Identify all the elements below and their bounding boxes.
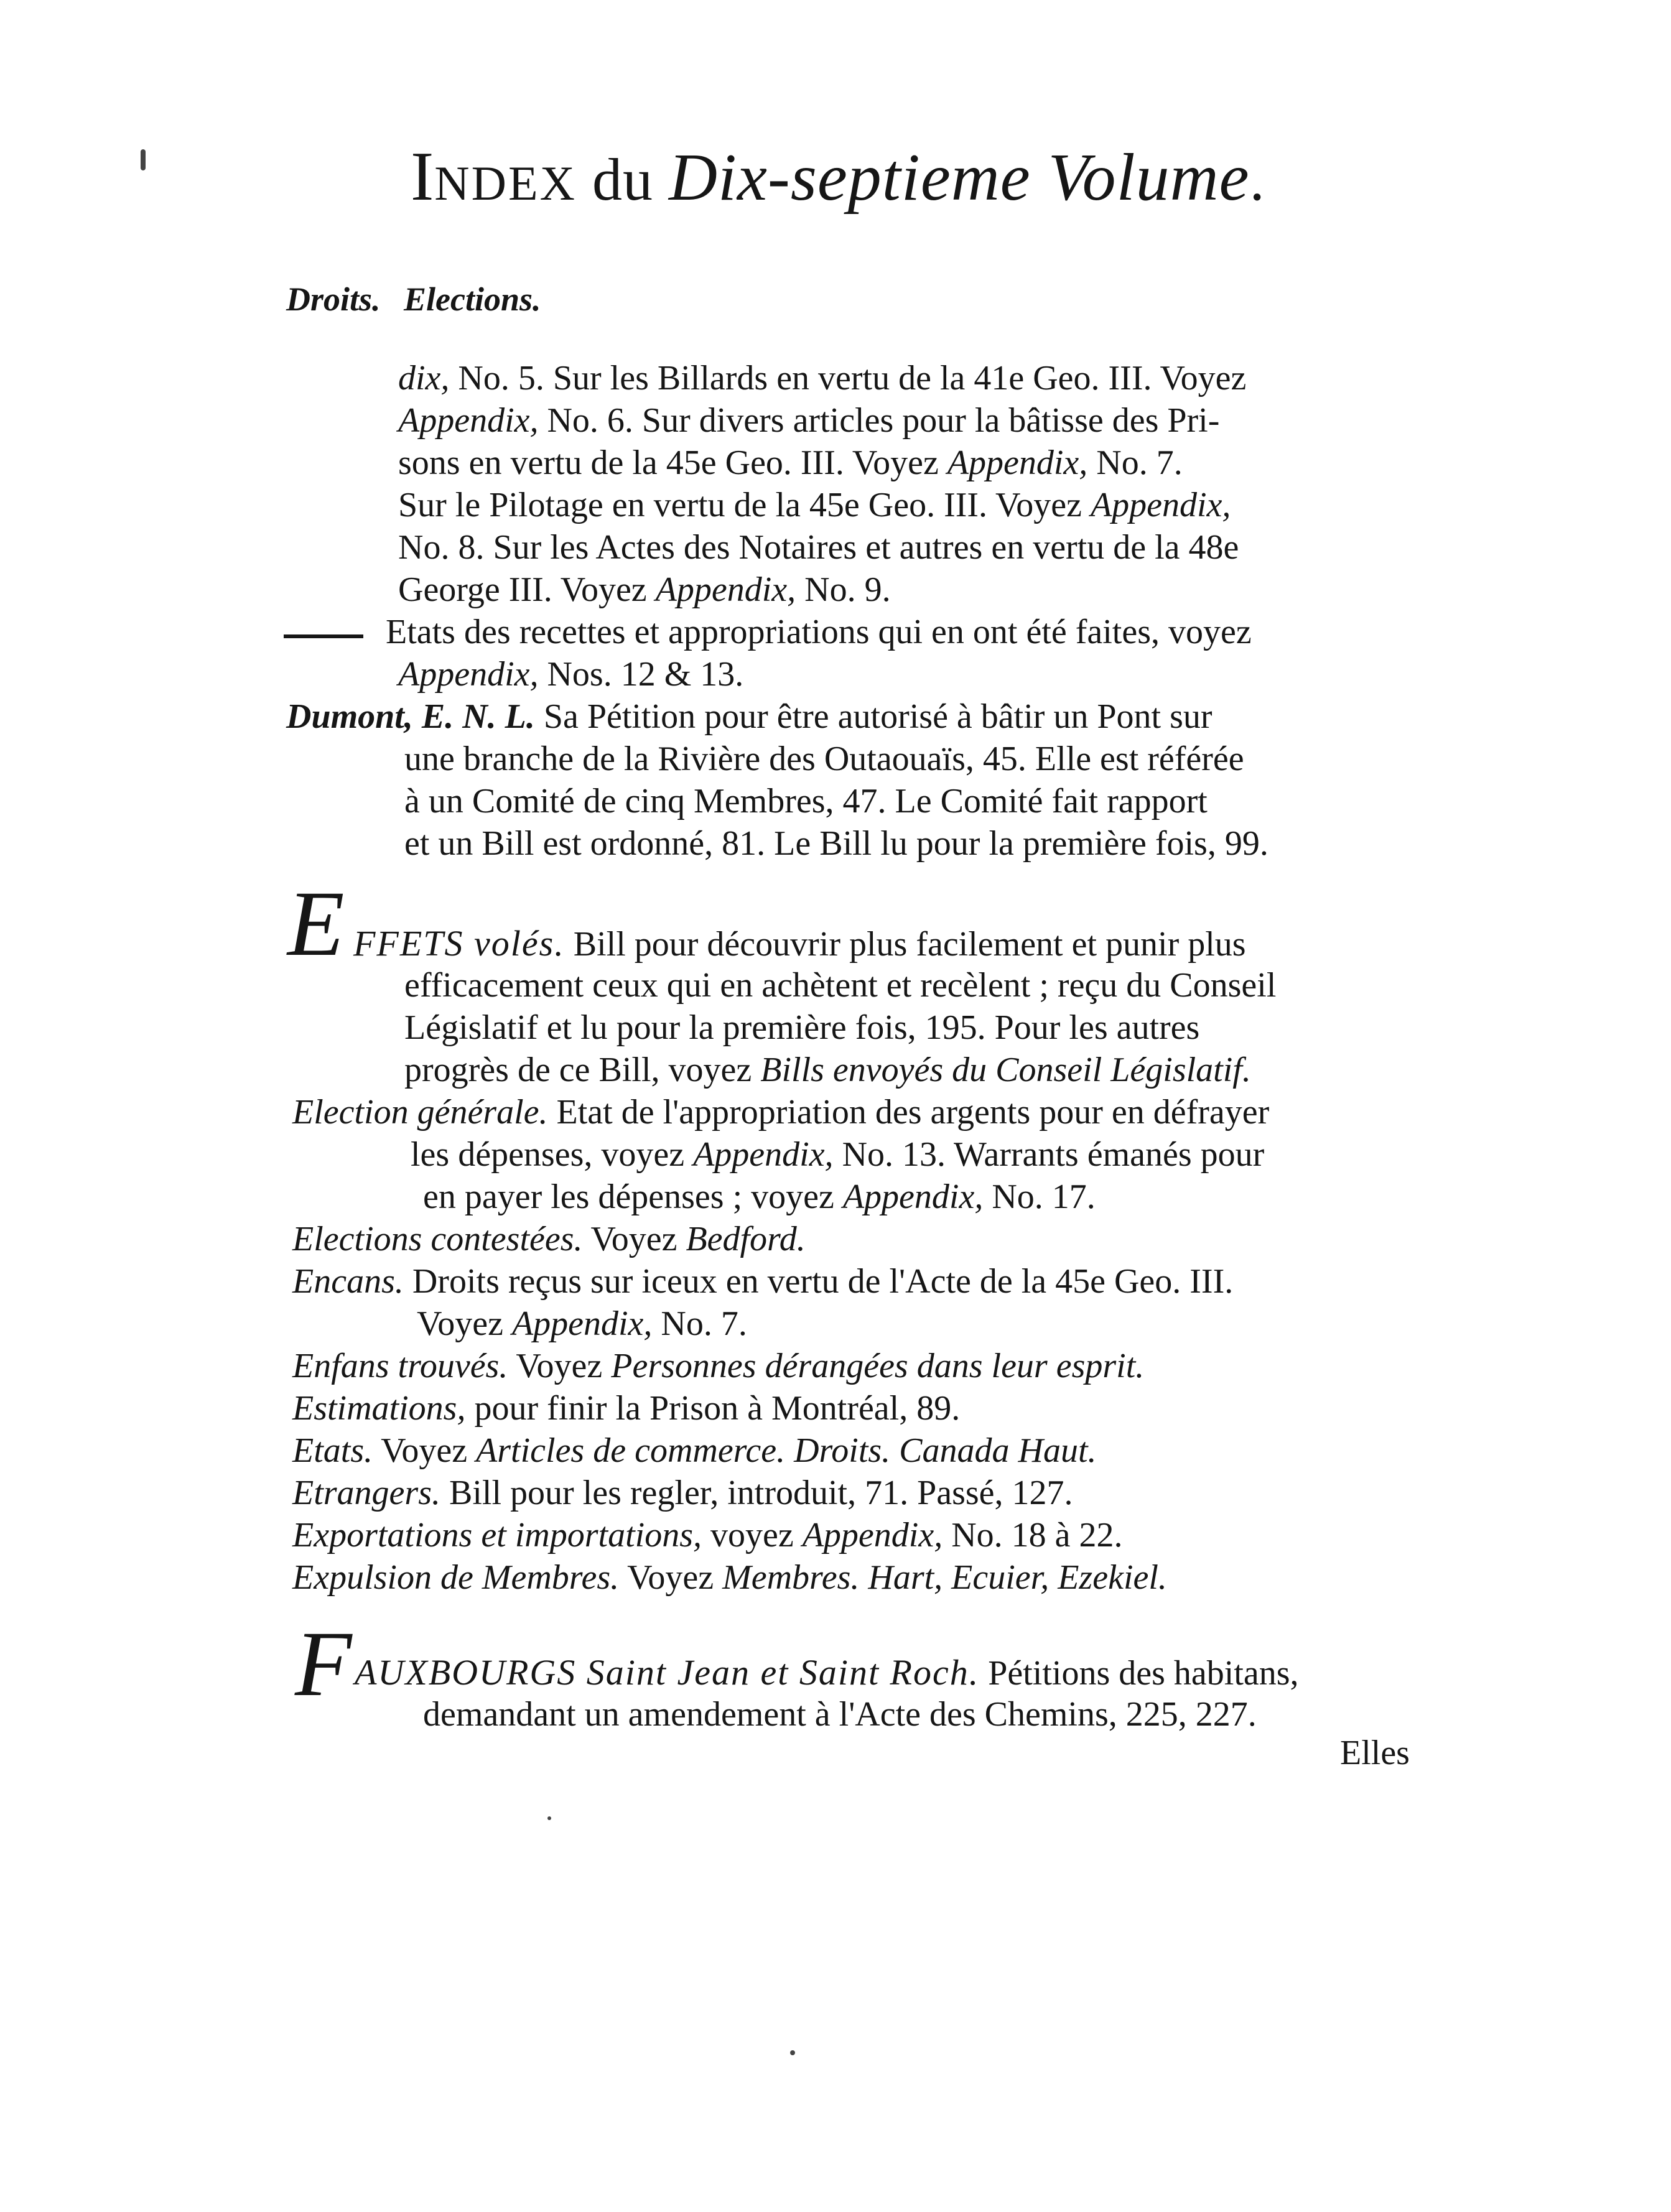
entry-7-ital: Exportations et importations,	[292, 1516, 702, 1554]
entry-7-text: voyez	[702, 1516, 803, 1554]
droits-line-3-text: sons en vertu de la 45e Geo. III. Voyez	[398, 444, 947, 482]
droits-line-4-text: Sur le Pilotage en vertu de la 45e Geo. III. Voyez	[398, 486, 1091, 524]
droits-line-2-text: No. 6. Sur divers articles pour la bâtisse des Pri-	[538, 401, 1220, 440]
entry-1-text: Droits reçus sur iceux en vertu de l'Acte de la 45e Geo. III.	[403, 1262, 1234, 1301]
droits-line-4-ital: Appendix,	[1090, 486, 1231, 524]
election-line-2	[411, 1137, 1264, 1172]
dumont-line-4: et un Bill est ordonné, 81. Le Bill lu pour la première fois, 99.	[404, 824, 1268, 863]
title-volume: Dix-septieme Volume	[668, 141, 1250, 215]
effets-line-4	[404, 1053, 1251, 1087]
entry-5-ital2: Articles de commerce. Droits. Canada Haut.	[476, 1431, 1097, 1470]
entry-0-ital: Elections contestées.	[292, 1220, 583, 1258]
droits-line-6-ital: Appendix,	[655, 570, 796, 609]
running-headline: Droits. Elections.	[286, 281, 541, 318]
effets-line-1	[353, 923, 1246, 964]
entry-5-text: Voyez	[373, 1431, 477, 1470]
etats-line-2-text: Nos. 12 & 13.	[538, 655, 744, 694]
entry-0-ital2: Bedford.	[686, 1220, 806, 1258]
entry-5-ital: Etats.	[292, 1431, 373, 1470]
faux-line-1	[355, 1652, 1299, 1693]
entry-elections-contestees	[292, 1222, 806, 1257]
entry-3-text: Voyez	[508, 1347, 612, 1385]
droits-line-3-ital: Appendix,	[947, 444, 1088, 482]
etats-line-2-ital: Appendix,	[398, 655, 539, 694]
droits-line-2	[398, 403, 1219, 438]
entry-4-ital: Estimations,	[292, 1389, 466, 1428]
election-text-3a: en payer les dépenses ; voyez	[423, 1178, 843, 1216]
entry-2-text: Voyez	[417, 1304, 512, 1343]
droits-line-1-ital: dix,	[398, 359, 450, 397]
entry-enfans-trouves	[292, 1349, 1144, 1383]
effets-line-3: Législatif et lu pour la première fois, 195. Pour les autres	[404, 1008, 1200, 1047]
election-text-2c: No. 13. Warrants émanés pour	[833, 1135, 1265, 1174]
entry-8-text: Voyez	[619, 1558, 723, 1597]
entry-etrangers	[292, 1475, 1073, 1510]
title-index: NDEX	[434, 156, 577, 210]
faux-head: AUXBOURGS Saint Jean et Saint Roch.	[355, 1652, 980, 1693]
etats-line-1: Etats des recettes et appropriations qui en ont été faites, voyez	[386, 613, 1252, 651]
effets-ital-4: Bills envoyés du Conseil Législatif.	[760, 1051, 1251, 1089]
election-text-2a: les dépenses, voyez	[411, 1135, 694, 1174]
entry-6-text: Bill pour les regler, introduit, 71. Passé, 127.	[440, 1474, 1073, 1512]
election-text-3c: No. 17.	[983, 1178, 1096, 1216]
faux-text-1: Pétitions des habitans,	[979, 1654, 1299, 1693]
etats-line-2	[398, 657, 743, 692]
droits-line-5-text: No. 8. Sur les Actes des Notaires et autres en vertu de la 48e	[398, 528, 1239, 567]
entry-1-ital: Encans.	[292, 1262, 404, 1301]
droits-line-4	[398, 488, 1231, 523]
page-title	[411, 137, 1265, 217]
election-text-1: Etat de l'appropriation des argents pour en défrayer	[547, 1093, 1270, 1132]
print-speck-2	[547, 1816, 551, 1820]
title-du: du	[592, 146, 653, 213]
entry-2-text2: No. 7.	[652, 1304, 747, 1343]
election-name: Election générale.	[292, 1093, 548, 1132]
election-line-3	[423, 1179, 1096, 1214]
election-ital-2: Appendix,	[693, 1135, 834, 1174]
droits-line-6-end: No. 9.	[796, 570, 891, 609]
entry-4-text: pour finir la Prison à Montréal, 89.	[465, 1389, 961, 1428]
droits-line-3	[398, 445, 1183, 480]
droits-line-6	[398, 572, 891, 607]
entry-8-ital: Expulsion de Membres.	[292, 1558, 620, 1597]
entry-encans-cont	[417, 1306, 747, 1341]
entry-7-text2: No. 18 à 22.	[943, 1516, 1123, 1554]
catchword: Elles	[1340, 1734, 1410, 1772]
droits-line-1-text: No. 5. Sur les Billards en vertu de la 41e Geo. III. Voyez	[449, 359, 1247, 397]
entry-3-ital: Enfans trouvés.	[292, 1347, 508, 1385]
dumont-text-1: Sa Pétition pour être autorisé à bâtir un Pont sur	[534, 697, 1213, 736]
entry-encans	[292, 1264, 1233, 1299]
droits-line-2-ital: Appendix,	[398, 401, 539, 440]
entry-8-ital2: Membres. Hart, Ecuier, Ezekiel.	[722, 1558, 1167, 1597]
election-ital-3: Appendix,	[842, 1178, 984, 1216]
margin-speck	[141, 149, 146, 170]
faux-line-2: demandant un amendement à l'Acte des Chemins, 225, 227.	[423, 1695, 1257, 1734]
entry-3-ital2: Personnes dérangées dans leur esprit.	[611, 1347, 1145, 1385]
dumont-line-2: une branche de la Rivière des Outaouaïs, 45. Elle est référée	[404, 740, 1244, 778]
entry-expulsion	[292, 1560, 1167, 1595]
continuation-dash	[284, 634, 363, 638]
entry-exportations	[292, 1518, 1123, 1553]
entry-2-ital2: Appendix,	[511, 1304, 653, 1343]
faux-initial: F	[295, 1612, 352, 1716]
entry-6-ital: Etrangers.	[292, 1474, 440, 1512]
droits-line-1	[398, 361, 1246, 396]
entry-etats	[292, 1433, 1097, 1468]
entry-estimations	[292, 1391, 960, 1426]
effets-line-2: efficacement ceux qui en achètent et recèlent ; reçu du Conseil	[404, 966, 1277, 1005]
entry-0-text: Voyez	[582, 1220, 686, 1258]
droits-line-5	[398, 530, 1239, 565]
effets-head: FFETS volés.	[353, 923, 565, 964]
dumont-line-1	[286, 699, 1213, 734]
droits-line-6-text: George III. Voyez	[398, 570, 656, 609]
effets-text-4: progrès de ce Bill, voyez	[404, 1051, 761, 1089]
election-line-1	[292, 1095, 1269, 1130]
print-speck	[790, 2050, 795, 2055]
title-initial: I	[411, 138, 435, 215]
dumont-name: Dumont, E. N. L.	[286, 697, 535, 736]
dumont-line-3: à un Comité de cinq Membres, 47. Le Comité fait rapport	[404, 782, 1208, 820]
droits-line-3-end: No. 7.	[1087, 444, 1183, 482]
title-end: .	[1249, 146, 1265, 213]
effets-initial: E	[287, 872, 345, 975]
effets-text-1: Bill pour découvrir plus facilement et punir plus	[564, 925, 1246, 964]
entry-7-ital2: Appendix,	[802, 1516, 943, 1554]
